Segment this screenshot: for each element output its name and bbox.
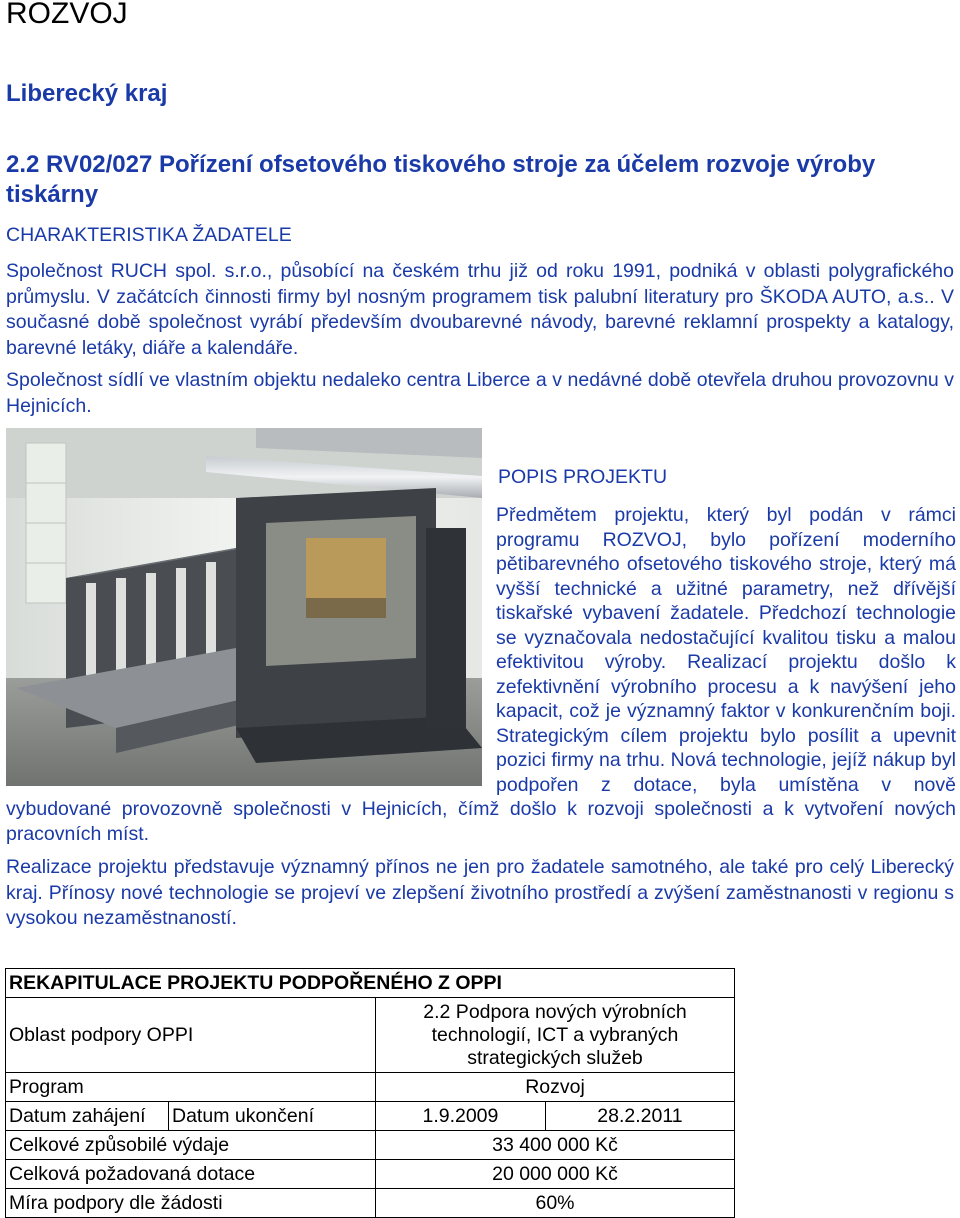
program-label: Program: [6, 1073, 376, 1102]
applicant-paragraph-1: Společnost RUCH spol. s.r.o., působící na českém trhu již od roku 1991, podniká v oblasti polygrafického průmyslu. V začátcích činnosti firmy byl nosným programem tisk palubní literatury pro ŠKODA AUTO, a.s.. V současné době společnost vyrábí především dvoubarevné návody, barevné reklamní prospekty a katalogy, barevné letáky, diáře a kalendáře.: [6, 260, 954, 359]
subsidy-value: 20 000 000 Kč: [376, 1160, 735, 1189]
area-value: 2.2 Podpora nových výrobních technologií, ICT a vybraných strategických služeb: [376, 998, 735, 1073]
area-label: Oblast podpory OPPI: [6, 998, 376, 1073]
costs-label: Celkové způsobilé výdaje: [6, 1131, 376, 1160]
recap-row-program: [6, 1073, 735, 1102]
start-label: Datum zahájení: [6, 1102, 169, 1131]
document-title: ROZVOJ: [6, 0, 128, 30]
recap-row-costs: [6, 1131, 735, 1160]
costs-value: 33 400 000 Kč: [376, 1131, 735, 1160]
project-paragraph-1: [6, 503, 956, 846]
recap-row-rate: [6, 1189, 735, 1218]
project-title: 2.2 RV02/027 Pořízení ofsetového tiskového stroje za účelem rozvoje výroby tiskárny: [6, 151, 876, 208]
project-section-heading: POPIS PROJEKTU: [498, 466, 668, 488]
rate-value: 60%: [376, 1189, 735, 1218]
recap-row-dates: [6, 1102, 735, 1131]
subsidy-label: Celková požadovaná dotace: [6, 1160, 376, 1189]
recap-row-subsidy: [6, 1160, 735, 1189]
start-value: 1.9.2009: [376, 1102, 546, 1131]
recap-row-area: [6, 998, 735, 1073]
recap-row-heading: [6, 969, 735, 998]
applicant-paragraph-2: Společnost sídlí ve vlastním objektu nedaleko centra Liberce a v nedávné době otevřela druhou provozovnu v Hejnicích.: [6, 369, 954, 417]
end-value: 28.2.2011: [545, 1102, 734, 1131]
photo-wrap-spacer: [6, 503, 496, 793]
project-paragraph-1-text: Předmětem projektu, který byl podán v rámci programu ROZVOJ, bylo pořízení moderního pětibarevného ofsetového tiskového stroje, který má vyšší technické a užitné parametry, než dřívější tiskařské vybavení žadatele. Předchozí technologie se vyznačovala nedostačující kvalitou tisku a malou efektivitou výroby. Realizací projektu došlo k zefektivnění výrobního procesu a k navýšení jeho kapacit, což je významný faktor v konkurenčním boji. Strategickým cílem projektu bylo posílit a upevnit pozici firmy na trhu. Nová technologie, jejíž nákup byl podpořen z dotace, byla umístěna v nově vybudované provozovně společnosti v Hejnicích, čímž došlo k rozvoji společnosti a k vytvoření nových pracovních míst.: [6, 504, 956, 845]
region-heading: Liberecký kraj: [6, 80, 168, 107]
project-paragraph-2: Realizace projektu představuje významný přínos ne jen pro žadatele samotného, ale také pro celý Liberecký kraj. Přínosy nové technologie se projeví ve zlepšení životního prostředí a zvýšení zaměstnanosti v regionu s vysokou nezaměstnaností.: [6, 856, 954, 929]
program-value: Rozvoj: [376, 1073, 735, 1102]
rate-label: Míra podpory dle žádosti: [6, 1189, 376, 1218]
recap-heading: REKAPITULACE PROJEKTU PODPOŘENÉHO Z OPPI: [6, 969, 735, 998]
recap-table: [5, 968, 735, 1218]
end-label: Datum ukončení: [169, 1102, 376, 1131]
applicant-section-heading: CHARAKTERISTIKA ŽADATELE: [6, 224, 292, 246]
